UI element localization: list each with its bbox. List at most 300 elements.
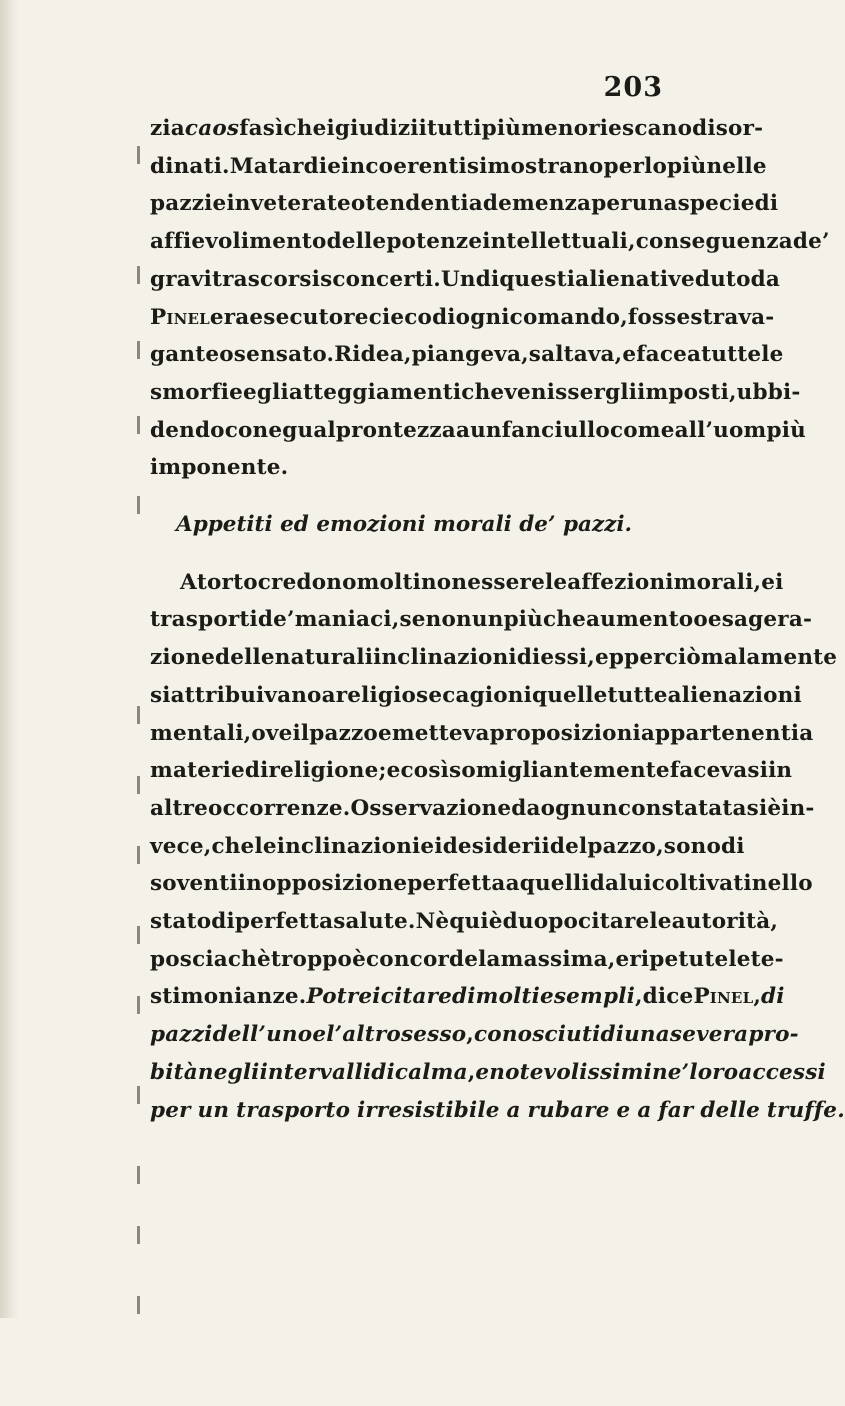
word-part: imposti [637, 379, 729, 405]
word [257, 374, 289, 412]
word-part: ognun [540, 795, 618, 821]
word-part: di [754, 191, 779, 217]
word [150, 148, 230, 186]
word-part: più [766, 417, 806, 443]
word-part: , [753, 569, 762, 595]
word-part: le [649, 909, 672, 935]
text-line [150, 1092, 845, 1130]
word-part: credono [257, 569, 357, 595]
word [467, 564, 545, 602]
word-part: materie [150, 758, 245, 784]
word [706, 148, 766, 186]
word-part: di [452, 984, 476, 1010]
text-line [150, 110, 764, 148]
word [230, 148, 268, 186]
word [150, 185, 226, 223]
word-part: incoerenti [341, 153, 467, 179]
word [292, 715, 309, 753]
word-part: irresistibile [357, 1097, 500, 1123]
word [251, 715, 292, 753]
word [649, 903, 671, 941]
word-part: delle [326, 229, 387, 255]
word [470, 412, 502, 450]
word-part: e [243, 379, 257, 405]
word-part: le [728, 946, 751, 972]
word-part: i [434, 833, 443, 859]
word [689, 1054, 738, 1092]
word [452, 978, 476, 1016]
word [366, 941, 478, 979]
text-line [150, 601, 813, 639]
word-part: conseguenza [635, 229, 793, 255]
word-part: giudizii [334, 116, 428, 141]
word-part: che [543, 607, 587, 633]
word [335, 110, 427, 148]
word [386, 223, 482, 261]
text-line [150, 148, 767, 186]
word [540, 639, 595, 677]
word-part: più [503, 607, 543, 633]
word [150, 790, 208, 828]
word-part: potenze [386, 229, 483, 255]
word-part: altre [150, 795, 209, 821]
word [150, 261, 212, 299]
word-part: inclinazioni [276, 833, 421, 859]
word-part: Nè [415, 909, 450, 935]
word [600, 1016, 624, 1054]
word-part: meno [521, 116, 589, 141]
word-part: tutte [701, 342, 762, 368]
word [652, 1054, 689, 1092]
word [590, 865, 619, 903]
word-part: strava- [690, 304, 775, 330]
word [443, 828, 550, 866]
word-part: quelli [519, 871, 590, 897]
word [766, 412, 805, 450]
word-part: in [237, 871, 262, 897]
word-part: opposizione [261, 871, 408, 897]
word-part: perfetta [234, 909, 334, 935]
word-part: religiose [335, 682, 443, 708]
word-part: maniaci, [294, 607, 400, 633]
word-part: se [399, 607, 426, 633]
margin-mark [137, 1086, 140, 1104]
word-part: far [658, 1097, 694, 1123]
word [501, 941, 616, 979]
word-part: lo [644, 153, 668, 179]
word [234, 336, 334, 374]
word [327, 223, 387, 261]
word-part: la [478, 946, 501, 972]
page-number: 203 [603, 72, 663, 103]
word-part: cieco [368, 304, 433, 330]
word-part: come [609, 417, 675, 443]
word [150, 1092, 191, 1130]
word-part: citare [578, 909, 650, 935]
word-part: sesso [400, 1022, 467, 1048]
word-part: de’ [792, 229, 830, 255]
word [499, 261, 575, 299]
word [636, 336, 701, 374]
word [637, 1092, 651, 1130]
word [637, 374, 729, 412]
word [395, 1054, 468, 1092]
word [150, 828, 204, 866]
word-part: troppo [270, 946, 353, 972]
word [249, 299, 368, 337]
word [427, 110, 482, 148]
word-part: si [150, 682, 171, 708]
word [197, 564, 258, 602]
word [511, 790, 540, 828]
word-part: o [219, 342, 234, 368]
word [729, 374, 737, 412]
word [618, 790, 747, 828]
word-part: essi, [540, 645, 595, 671]
word-part: duopo [502, 909, 579, 935]
word-part: con [224, 417, 269, 443]
word [701, 639, 837, 677]
word [517, 639, 541, 677]
word [475, 1054, 489, 1092]
word-part: Potrei [306, 984, 381, 1010]
word-part: , [521, 342, 529, 368]
word-part: i [326, 116, 335, 141]
word [521, 110, 588, 148]
word-part: è [352, 946, 366, 972]
word-part: che [461, 379, 505, 405]
word [333, 903, 415, 941]
word [369, 299, 432, 337]
word-part: caos [184, 116, 240, 141]
word-part: prontezza [335, 417, 456, 443]
text-line [150, 903, 779, 941]
word-part: di [432, 304, 456, 330]
word [312, 1016, 326, 1054]
word-part: severa [669, 1022, 749, 1048]
word-part: cagioni [442, 682, 532, 708]
word-part: , [467, 1059, 476, 1085]
word-part: tutte [607, 682, 668, 708]
word [171, 677, 322, 715]
word [504, 374, 637, 412]
word [507, 1092, 521, 1130]
text-line [150, 978, 785, 1016]
word-part: inveterate [226, 191, 351, 217]
word-part: sensato. [233, 342, 335, 368]
word [434, 828, 442, 866]
word-part: attribuivano [170, 682, 322, 708]
word-part: di [371, 1059, 395, 1085]
word [432, 299, 456, 337]
word-part: sono [663, 833, 721, 859]
word-part: e [616, 1097, 631, 1123]
word [674, 564, 754, 602]
word [540, 978, 635, 1016]
word-part: non [420, 569, 468, 595]
word [150, 639, 215, 677]
word [668, 261, 750, 299]
word-part: facea [636, 342, 702, 368]
word-part: gli [256, 379, 289, 405]
margin-mark [137, 996, 140, 1014]
text-body [150, 110, 845, 1129]
word [641, 715, 799, 753]
word-part: dell’uno [212, 1022, 313, 1048]
word-part: ubbi- [736, 379, 801, 405]
word [700, 1092, 760, 1130]
word-part: alienati [575, 266, 669, 292]
paragraph-2 [150, 564, 845, 1130]
word [738, 1054, 826, 1092]
word-part: imponente. [150, 455, 289, 481]
word [578, 903, 649, 941]
text-line [150, 374, 801, 412]
word-part: de’ [257, 607, 295, 633]
word [399, 601, 425, 639]
word [708, 601, 812, 639]
word-part: veduto [668, 266, 751, 292]
word [751, 941, 784, 979]
word-part: affievolimento [150, 229, 327, 255]
text-line [150, 299, 775, 337]
word-part: e [327, 153, 342, 179]
word [365, 185, 468, 223]
word [373, 639, 517, 677]
word-part: malamente [700, 645, 838, 671]
margin-mark [137, 496, 140, 514]
word [327, 148, 341, 186]
word-part: l’altro [326, 1022, 401, 1048]
word-part: esecutore [249, 304, 369, 330]
word [150, 715, 251, 753]
word [615, 336, 623, 374]
word-part: fanciullo [501, 417, 610, 443]
word [245, 752, 269, 790]
word-part: emetteva [377, 720, 490, 746]
word-part: zia [150, 116, 185, 141]
word-part: trascorsi [211, 266, 321, 292]
margin-mark [137, 926, 140, 944]
word [467, 148, 488, 186]
word-part: coltivati [651, 871, 752, 897]
text-line [150, 715, 814, 753]
word [219, 336, 234, 374]
word [466, 1016, 474, 1054]
word [185, 110, 239, 148]
word-part: una [624, 1022, 670, 1048]
word-part: di [516, 645, 541, 671]
word [658, 1092, 693, 1130]
word [628, 223, 636, 261]
word [489, 903, 503, 941]
word [210, 299, 250, 337]
word [483, 185, 591, 223]
word [701, 336, 761, 374]
word [636, 223, 793, 261]
word [150, 601, 258, 639]
margin-mark [137, 266, 140, 284]
word-part: molti [475, 984, 540, 1010]
word [213, 1016, 313, 1054]
word-part: a [637, 1097, 652, 1123]
word [235, 903, 333, 941]
word [643, 978, 694, 1016]
word-part: torto [196, 569, 258, 595]
word [215, 639, 275, 677]
word-part: desiderii [442, 833, 550, 859]
word-part: è [767, 795, 782, 821]
word-part: a [799, 720, 814, 746]
word-part: perfetta [407, 871, 506, 897]
margin-mark [137, 416, 140, 434]
word [226, 185, 350, 223]
word [755, 185, 779, 223]
word-part: citare [380, 984, 453, 1010]
word-part: occorrenze. [208, 795, 351, 821]
word [420, 828, 434, 866]
word-part: all’uom [674, 417, 767, 443]
word [761, 978, 785, 1016]
word [545, 564, 567, 602]
word [283, 110, 326, 148]
word [751, 261, 780, 299]
word-part: negli [197, 1059, 260, 1085]
margin-mark [137, 776, 140, 794]
word-part: di [244, 758, 269, 784]
word [322, 677, 336, 715]
text-line [150, 752, 793, 790]
word [150, 978, 306, 1016]
word [603, 148, 644, 186]
word [150, 1016, 213, 1054]
word [737, 374, 801, 412]
word-part: in- [781, 795, 815, 821]
word [150, 299, 210, 337]
word-part: loro [689, 1059, 739, 1085]
word [150, 374, 243, 412]
word [401, 752, 450, 790]
word [476, 261, 500, 299]
word-part: demenza [482, 191, 592, 217]
word [211, 903, 235, 941]
word-part: e [622, 342, 637, 368]
word [416, 903, 450, 941]
word [521, 336, 529, 374]
word [644, 148, 667, 186]
word-part: le [544, 569, 568, 595]
word-part: religione [268, 758, 379, 784]
word-part: nello [751, 871, 813, 897]
word-part: sconcerti. [320, 266, 441, 292]
word-part: un [470, 417, 502, 443]
word [652, 865, 752, 903]
word [208, 790, 350, 828]
word [754, 564, 762, 602]
word [586, 601, 693, 639]
word-part: specie [677, 191, 755, 217]
word [664, 828, 721, 866]
paragraph-1 [150, 110, 830, 487]
word-part: e [312, 1022, 327, 1048]
word-part: somigliantemente [449, 758, 670, 784]
word-part: si [466, 153, 488, 179]
word-part: a [455, 417, 471, 443]
word-part: per [150, 1097, 191, 1123]
word-part: trasporto [236, 1097, 351, 1123]
word-part: naturali [274, 645, 374, 671]
word-part: truffe. [766, 1097, 845, 1123]
word [204, 828, 212, 866]
word-part: così [400, 758, 450, 784]
word-part: ne’ [651, 1059, 690, 1085]
word-part: una [631, 191, 678, 217]
text-line [150, 828, 745, 866]
word-part: intervalli [259, 1059, 372, 1085]
word-part: o [350, 191, 366, 217]
word-part: , [203, 833, 212, 859]
word [476, 978, 540, 1016]
word-part: stimonianze. [150, 984, 307, 1010]
word [426, 601, 472, 639]
word [150, 677, 171, 715]
word-part: e [475, 1059, 490, 1085]
word [306, 978, 380, 1016]
word [668, 677, 802, 715]
word [619, 865, 652, 903]
word [692, 110, 763, 148]
word-part: essere [467, 569, 545, 595]
word-part: vece [150, 833, 204, 859]
text-line [150, 261, 780, 299]
word [326, 110, 334, 148]
word [541, 790, 618, 828]
word-part: si [746, 795, 768, 821]
word [617, 1092, 631, 1130]
word [236, 1092, 350, 1130]
word-part: rubare [527, 1097, 610, 1123]
margin-marks [137, 126, 143, 1406]
word [320, 261, 441, 299]
word-part: tardi [267, 153, 328, 179]
word [747, 790, 768, 828]
word [262, 865, 407, 903]
word [550, 828, 587, 866]
word-part: , [753, 984, 761, 1010]
word [490, 715, 641, 753]
word [378, 715, 490, 753]
word [449, 752, 670, 790]
word-part: Un [440, 266, 476, 292]
word-part: saltava [528, 342, 615, 368]
word-part: più [667, 153, 707, 179]
word [275, 639, 373, 677]
word-part: epperciò [594, 645, 701, 671]
word [449, 903, 488, 941]
word-part: autorità, [671, 909, 779, 935]
word-part: ove [251, 720, 293, 746]
word-part: e [761, 569, 776, 595]
word [381, 978, 452, 1016]
word-part: ripetute [629, 946, 729, 972]
word [620, 299, 628, 337]
word-part: a [506, 1097, 521, 1123]
word-part: , [634, 984, 643, 1010]
word [575, 261, 668, 299]
word-part: il [292, 720, 310, 746]
word-part: per [603, 153, 645, 179]
word [254, 828, 276, 866]
